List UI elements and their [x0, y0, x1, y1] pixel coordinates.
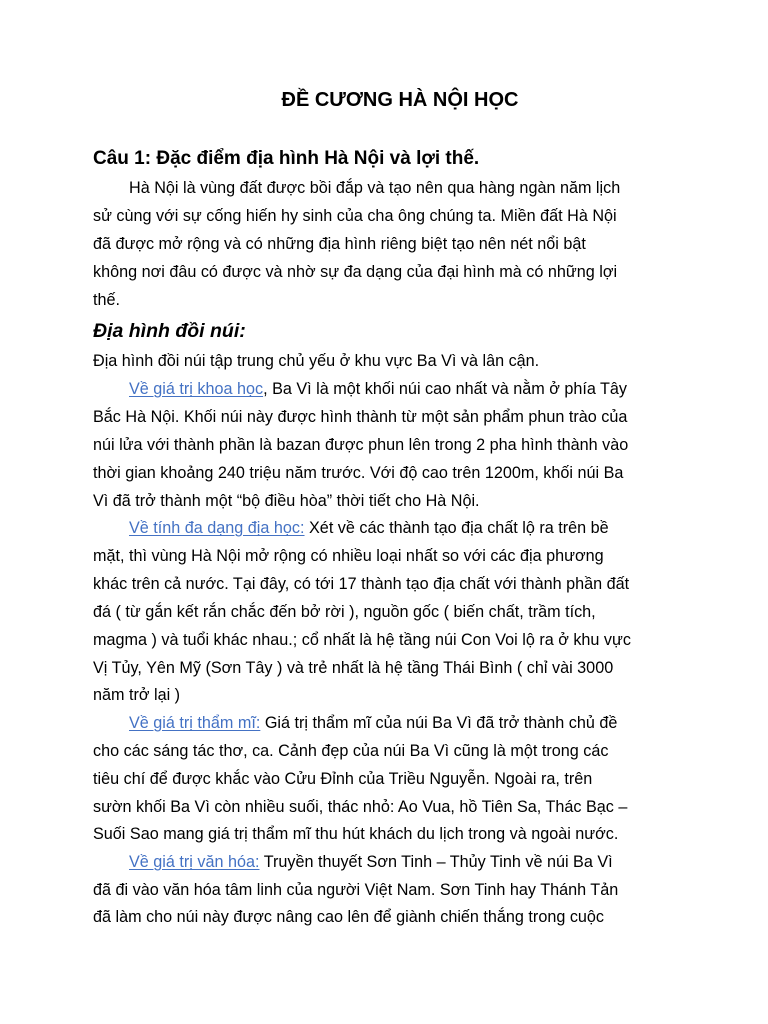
document-title: ĐỀ CƯƠNG HÀ NỘI HỌC	[281, 89, 519, 111]
para-geology-line: năm trở lại )	[93, 686, 181, 704]
para-aesthetic-text: Giá trị thẩm mĩ của núi Ba Vì đã trở thành chủ đề	[260, 714, 618, 732]
para-geology-line: Vị Tủy, Yên Mỹ (Sơn Tây ) và trẻ nhất là hệ tầng Thái Bình ( chỉ vài 3000	[93, 659, 614, 677]
para-science-first-line	[129, 379, 627, 399]
intro-line: sử cùng với sự cống hiến hy sinh của cha ông chúng ta. Miền đất Hà Nội	[93, 207, 617, 225]
para-science-text: , Ba Vì là một khối núi cao nhất và nằm ở phía Tây	[263, 380, 628, 398]
para-culture-line: đã đi vào văn hóa tâm linh của người Việt Nam. Sơn Tinh hay Thánh Tản	[93, 881, 619, 899]
link-culture-value[interactable]: Về giá trị văn hóa:	[129, 853, 260, 871]
para-science-line: Vì đã trở thành một “bộ điều hòa” thời tiết cho Hà Nội.	[93, 492, 480, 510]
para-culture-line: đã làm cho núi này được nâng cao lên để giành chiến thắng trong cuộc	[93, 908, 605, 926]
question-1-heading: Câu 1: Đặc điểm địa hình Hà Nội và lợi thế.	[93, 148, 480, 169]
para-science-line: thời gian khoảng 240 triệu năm trước. Với độ cao trên 1200m, khối núi Ba	[93, 464, 624, 482]
para-aesthetic-line: cho các sáng tác thơ, ca. Cảnh đẹp của núi Ba Vì cũng là một trong các	[93, 742, 609, 760]
link-science-value[interactable]: Về giá trị khoa học	[129, 380, 264, 398]
para-geology-first-line	[129, 518, 609, 538]
intro-line: Hà Nội là vùng đất được bồi đắp và tạo nên qua hàng ngàn năm lịch	[129, 179, 621, 197]
intro-line: không nơi đâu có được và nhờ sự đa dạng của đại hình mà có những lợi	[93, 263, 618, 281]
para-culture-text: Truyền thuyết Sơn Tinh – Thủy Tinh về núi Ba Vì	[259, 853, 613, 871]
para-aesthetic-first-line	[129, 713, 617, 733]
para-geology-line: mặt, thì vùng Hà Nội mở rộng có nhiều loại nhất so với các địa phương	[93, 547, 604, 565]
para-aesthetic-line: Suối Sao mang giá trị thẩm mĩ thu hút khách du lịch trong và ngoài nước.	[93, 825, 619, 843]
para-geology-line: đá ( từ gắn kết rắn chắc đến bở rời ), nguồn gốc ( biến chất, trầm tích,	[93, 603, 596, 621]
para-aesthetic-line: sườn khối Ba Vì còn nhiều suối, thác nhỏ: Ao Vua, hồ Tiên Sa, Thác Bạc –	[93, 798, 628, 816]
section-intro: Địa hình đồi núi tập trung chủ yếu ở khu vực Ba Vì và lân cận.	[93, 352, 540, 370]
para-geology-line: khác trên cả nước. Tại đây, có tới 17 thành tạo địa chất với thành phần đất	[93, 575, 630, 593]
link-aesthetic-value[interactable]: Về giá trị thẩm mĩ:	[129, 714, 261, 732]
para-geology-line: magma ) và tuổi khác nhau.; cổ nhất là hệ tầng núi Con Voi lộ ra ở khu vực	[93, 631, 631, 649]
para-science-line: núi lửa với thành phần là bazan được phun lên trong 2 pha hình thành vào	[93, 436, 629, 454]
intro-line: đã được mở rộng và có những địa hình riêng biệt tạo nên nét nổi bật	[93, 235, 586, 253]
section-heading-terrain: Địa hình đồi núi:	[93, 320, 246, 342]
intro-line: thế.	[93, 291, 121, 309]
para-science-line: Bắc Hà Nội. Khối núi này được hình thành từ một sản phẩm phun trào của	[93, 408, 628, 426]
link-geology-diversity[interactable]: Về tính đa dạng địa học:	[129, 519, 305, 537]
para-aesthetic-line: tiêu chí để được khắc vào Cửu Đỉnh của Triều Nguyễn. Ngoài ra, trên	[93, 770, 593, 788]
para-geology-text: Xét về các thành tạo địa chất lộ ra trên bề	[304, 519, 609, 537]
para-culture-first-line	[129, 852, 613, 872]
